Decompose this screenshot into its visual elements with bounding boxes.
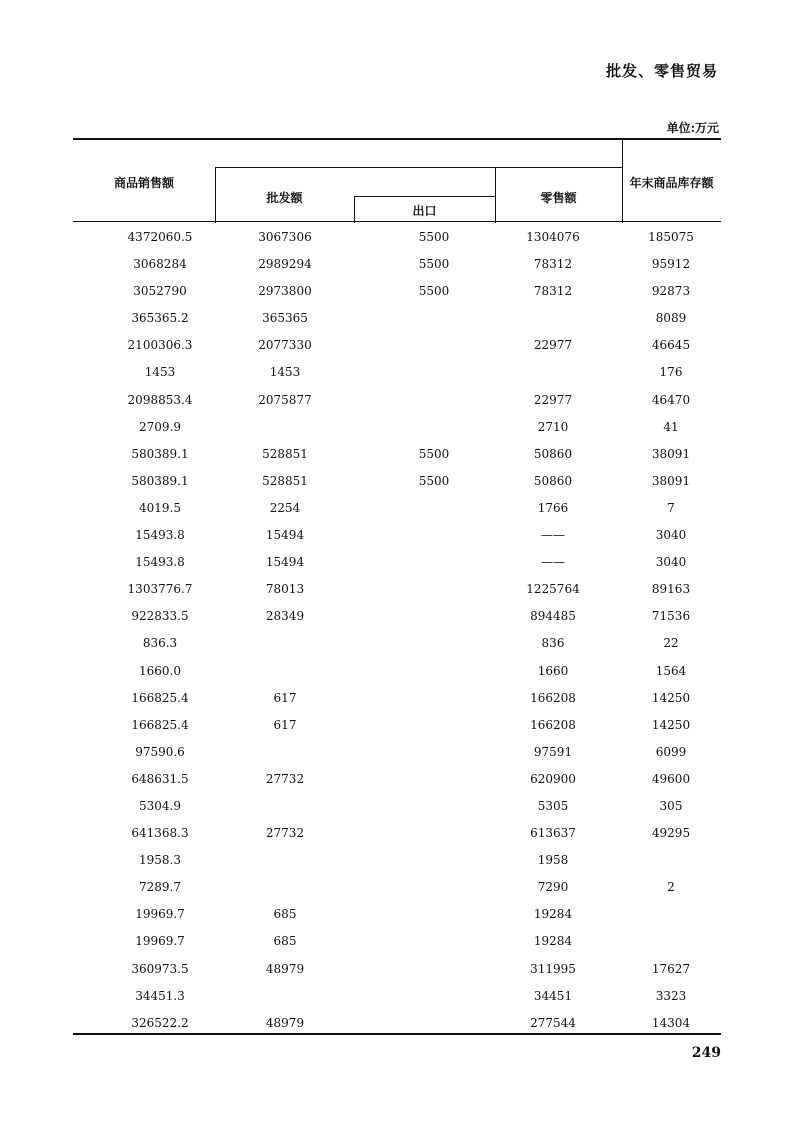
- table-row: [73, 847, 721, 874]
- wholesale-cell: 2989294: [258, 257, 312, 272]
- export-cell: 5500: [418, 257, 450, 272]
- wholesale-cell: 365365: [262, 311, 308, 326]
- sales-cell: 641368.3: [131, 826, 189, 841]
- sales-cell: 34451.3: [135, 988, 185, 1003]
- retail-cell: 613637: [530, 826, 576, 841]
- sales-cell: 166825.4: [131, 717, 189, 732]
- sales-cell: 3052790: [133, 284, 187, 299]
- column-header-stock: 年末商品库存额: [629, 176, 714, 190]
- export-cell: 5500: [418, 473, 450, 488]
- export-cell: 5500: [418, 284, 450, 299]
- wholesale-cell: 28349: [265, 609, 305, 624]
- stock-cell: 71536: [651, 609, 691, 624]
- wholesale-cell: 685: [273, 907, 297, 922]
- table-row: [73, 901, 721, 928]
- stock-cell: 46470: [651, 392, 691, 407]
- table-row: [73, 603, 721, 630]
- table-row: [73, 522, 721, 549]
- wholesale-cell: 15494: [265, 528, 305, 543]
- wholesale-cell: 3067306: [258, 230, 312, 244]
- table-row: [73, 414, 721, 441]
- stock-cell: 14304: [651, 1015, 691, 1030]
- table-row: [73, 359, 721, 386]
- stock-cell: 1564: [655, 663, 687, 678]
- retail-cell: 50860: [533, 446, 573, 461]
- retail-cell: 22977: [533, 392, 573, 407]
- stock-cell: 49600: [651, 771, 691, 786]
- column-header-wholesale: 批发额: [266, 191, 303, 205]
- export-cell: 5500: [418, 230, 450, 244]
- retail-cell: 620900: [530, 771, 576, 786]
- table-row: [73, 685, 721, 712]
- table-row: [73, 468, 721, 495]
- table-row: [73, 224, 721, 251]
- sales-cell: 326522.2: [131, 1015, 189, 1030]
- table-header: [73, 138, 721, 222]
- column-header-sales: 商品销售额: [113, 176, 174, 190]
- stock-cell: 185075: [648, 230, 694, 244]
- sales-cell: 580389.1: [131, 446, 189, 461]
- wholesale-cell: 48979: [265, 961, 305, 976]
- wholesale-cell: 685: [273, 934, 297, 949]
- retail-cell: 78312: [533, 284, 573, 299]
- wholesale-cell: 528851: [262, 446, 308, 461]
- sales-cell: 19969.7: [135, 934, 185, 949]
- stock-cell: 89163: [651, 582, 691, 597]
- retail-cell: 1225764: [526, 582, 580, 597]
- table-row: [73, 278, 721, 305]
- table-row: [73, 928, 721, 955]
- wholesale-cell: 528851: [262, 473, 308, 488]
- column-header-export: 出口: [412, 204, 437, 218]
- sales-cell: 1958.3: [139, 853, 181, 868]
- table-row: [73, 441, 721, 468]
- table-row: [73, 495, 721, 522]
- retail-cell: 836: [541, 636, 565, 651]
- table-row: [73, 793, 721, 820]
- stock-cell: 3040: [655, 528, 687, 543]
- table-body: [73, 224, 721, 1037]
- wholesale-cell: 27732: [265, 771, 305, 786]
- sales-cell: 365365.2: [131, 311, 189, 326]
- unit-label: 单位:万元: [666, 121, 719, 135]
- stock-cell: 2: [667, 880, 675, 895]
- export-cell: 5500: [418, 446, 450, 461]
- wholesale-cell: 2973800: [258, 284, 312, 299]
- retail-cell: 5305: [537, 798, 569, 813]
- sales-cell: 15493.8: [135, 555, 185, 570]
- stock-cell: 38091: [651, 446, 691, 461]
- sales-cell: 5304.9: [139, 798, 181, 813]
- wholesale-cell: 78013: [265, 582, 305, 597]
- wholesale-cell: 2254: [269, 500, 301, 515]
- sales-cell: 7289.7: [139, 880, 181, 895]
- sales-cell: 648631.5: [131, 771, 189, 786]
- sales-cell: 2100306.3: [127, 338, 193, 353]
- table-row: [73, 305, 721, 332]
- table-row: [73, 983, 721, 1010]
- header-divider: [354, 196, 496, 197]
- sales-cell: 19969.7: [135, 907, 185, 922]
- sales-cell: 360973.5: [131, 961, 189, 976]
- wholesale-cell: 27732: [265, 826, 305, 841]
- stock-cell: 3040: [655, 555, 687, 570]
- table-row: [73, 766, 721, 793]
- wholesale-cell: 617: [273, 690, 297, 705]
- retail-cell: 2710: [537, 419, 569, 434]
- retail-cell: 97591: [533, 744, 573, 759]
- header-divider: [215, 167, 623, 168]
- section-title: 批发、零售贸易: [605, 62, 718, 80]
- retail-cell: 7290: [537, 880, 569, 895]
- table-row: [73, 630, 721, 657]
- stock-cell: 92873: [651, 284, 691, 299]
- stock-cell: 95912: [651, 257, 691, 272]
- sales-cell: 836.3: [142, 636, 178, 651]
- table-row: [73, 549, 721, 576]
- table-bottom-rule: [73, 1033, 721, 1035]
- stock-cell: 6099: [655, 744, 687, 759]
- retail-cell: ——: [541, 528, 565, 543]
- table-row: [73, 658, 721, 685]
- sales-cell: 2098853.4: [127, 392, 193, 407]
- sales-cell: 1453: [144, 365, 176, 380]
- table-row: [73, 576, 721, 603]
- stock-cell: 49295: [651, 826, 691, 841]
- retail-cell: ——: [541, 555, 565, 570]
- sales-cell: 2709.9: [139, 419, 181, 434]
- stock-cell: 22: [663, 636, 679, 651]
- sales-cell: 15493.8: [135, 528, 185, 543]
- wholesale-cell: 15494: [265, 555, 305, 570]
- stock-cell: 46645: [651, 338, 691, 353]
- retail-cell: 50860: [533, 473, 573, 488]
- page-number: 249: [691, 1045, 721, 1061]
- table-row: [73, 712, 721, 739]
- stock-cell: 176: [659, 365, 683, 380]
- sales-cell: 922833.5: [131, 609, 189, 624]
- wholesale-cell: 1453: [269, 365, 301, 380]
- retail-cell: 894485: [530, 609, 576, 624]
- stock-cell: 8089: [655, 311, 687, 326]
- retail-cell: 1304076: [526, 230, 580, 244]
- table-row: [73, 820, 721, 847]
- sales-cell: 580389.1: [131, 473, 189, 488]
- wholesale-cell: 48979: [265, 1015, 305, 1030]
- retail-cell: 1660: [537, 663, 569, 678]
- stock-cell: 14250: [651, 690, 691, 705]
- table-row: [73, 332, 721, 359]
- retail-cell: 22977: [533, 338, 573, 353]
- sales-cell: 166825.4: [131, 690, 189, 705]
- retail-cell: 19284: [533, 907, 573, 922]
- sales-cell: 3068284: [133, 257, 187, 272]
- sales-cell: 4019.5: [139, 500, 181, 515]
- column-header-retail: 零售额: [540, 191, 577, 205]
- sales-cell: 1303776.7: [127, 582, 193, 597]
- table-row: [73, 956, 721, 983]
- wholesale-cell: 2077330: [258, 338, 312, 353]
- retail-cell: 34451: [533, 988, 573, 1003]
- retail-cell: 78312: [533, 257, 573, 272]
- sales-cell: 1660.0: [139, 663, 181, 678]
- stock-cell: 17627: [651, 961, 691, 976]
- stock-cell: 3323: [655, 988, 687, 1003]
- retail-cell: 19284: [533, 934, 573, 949]
- stock-cell: 38091: [651, 473, 691, 488]
- retail-cell: 277544: [530, 1015, 576, 1030]
- wholesale-cell: 2075877: [258, 392, 312, 407]
- stock-cell: 305: [659, 798, 683, 813]
- retail-cell: 1958: [537, 853, 569, 868]
- retail-cell: 166208: [530, 690, 576, 705]
- wholesale-cell: 617: [273, 717, 297, 732]
- retail-cell: 1766: [537, 500, 569, 515]
- sales-cell: 4372060.5: [127, 230, 193, 244]
- stock-cell: 7: [667, 500, 675, 515]
- retail-cell: 166208: [530, 717, 576, 732]
- sales-cell: 97590.6: [135, 744, 185, 759]
- table-row: [73, 739, 721, 766]
- table-row: [73, 251, 721, 278]
- stock-cell: 41: [663, 419, 679, 434]
- stock-cell: 14250: [651, 717, 691, 732]
- table-row: [73, 387, 721, 414]
- table-row: [73, 874, 721, 901]
- retail-cell: 311995: [530, 961, 576, 976]
